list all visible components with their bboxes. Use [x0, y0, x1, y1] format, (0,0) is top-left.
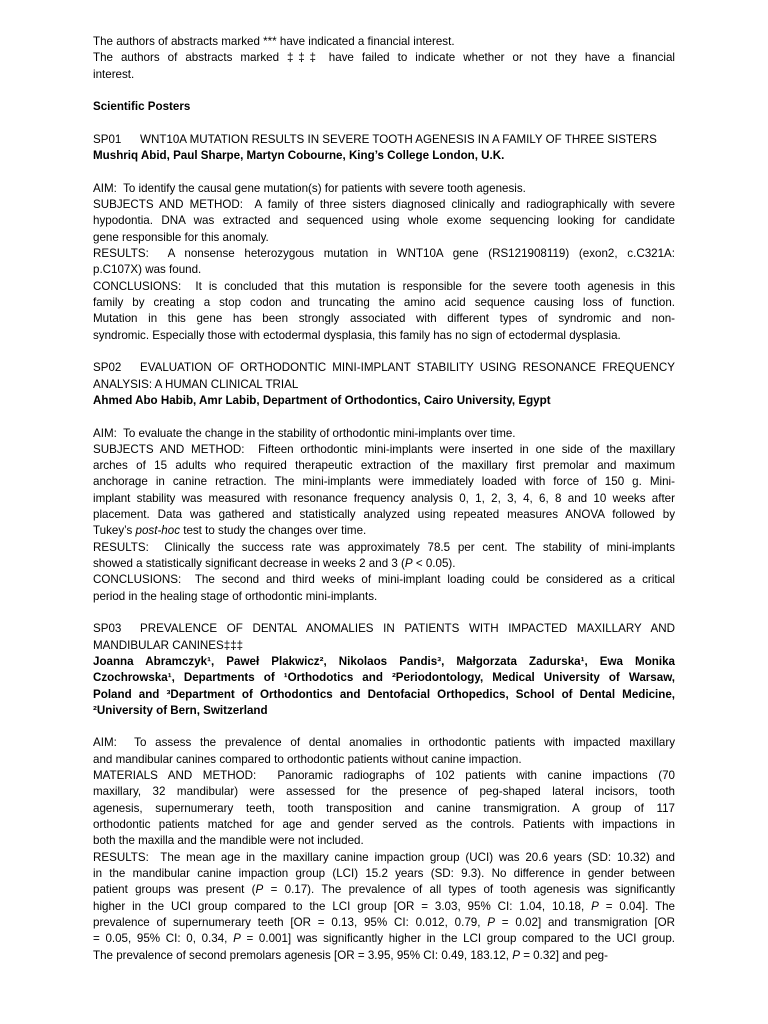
text-line: The authors of abstracts marked ‡‡‡ have failed to indicate whether or not they have a financial — [93, 51, 675, 65]
text-line: SUBJECTS AND METHOD: Fifteen orthodontic mini-implants were inserted in one side of the maxillary — [93, 442, 675, 456]
text-line: anchorage in canine retraction. The mini-implants were immediately loaded with force of 150 g. Mini- — [93, 475, 675, 489]
text-segment: = 0.05, 95% CI: 0, 0.34, — [93, 932, 234, 946]
text-segment: = 0.04]. The — [598, 899, 675, 913]
text-line: family by creating a stop codon and truncating the amino acid sequence causing loss of function. — [93, 296, 675, 309]
text-line: RESULTS: Clinically the success rate was approximately 78.5 per cent. The stability of mini-implants — [93, 540, 675, 554]
abstract-authors-line: Poland and ³Department of Orthodontics and Dentofacial Orthopedics, School of Dental Medicine, — [93, 687, 675, 701]
abstract-sp02 — [93, 360, 675, 605]
text-line: placement. Data was gathered and statistically analyzed using repeated measures ANOVA followed by — [93, 508, 675, 522]
text-line: interest. — [93, 67, 135, 81]
text-line: maxillary, 32 mandibular) were assessed for the presence of peg-shaped lateral incisors, tooth — [93, 785, 675, 799]
page-content — [93, 34, 675, 964]
abstract-paragraph — [93, 246, 675, 279]
text-line — [93, 882, 675, 898]
notice-paragraph — [93, 50, 675, 83]
text-line: AIM: To assess the prevalence of dental anomalies in orthodontic patients with impacted maxillary — [93, 736, 675, 750]
abstract-title-text: WNT10A MUTATION RESULTS IN SEVERE TOOTH AGENESIS IN A FAMILY OF THREE SISTERS — [140, 132, 657, 146]
text-line: p.C107X) was found. — [93, 263, 202, 277]
abstract-paragraph — [93, 279, 675, 344]
text-line: period in the healing stage of orthodontic mini-implants. — [93, 589, 378, 603]
abstract-authors-line: Czochrowska¹, Departments of ¹Orthodotics and ²Periodontology, Medical University of Warsaw, — [93, 671, 675, 685]
italic-text: P — [233, 932, 241, 946]
text-line: orthodontic patients matched for age and gender served as the controls. Patients with impactions in — [93, 818, 675, 831]
text-line: MATERIALS AND METHOD: Panoramic radiographs of 102 patients with canine impactions (70 — [93, 769, 675, 783]
text-segment: test to study the changes over time. — [180, 524, 367, 538]
text-segment: = 0.02] and transmigration [OR — [494, 915, 675, 929]
text-segment: = 0.001] was significantly higher in the LCI group compared to the UCI group. — [240, 932, 675, 946]
abstract-paragraph — [93, 572, 675, 605]
text-segment: patient groups was present ( — [93, 883, 256, 897]
text-segment: < 0.05). — [412, 557, 456, 570]
italic-text: post-hoc — [135, 524, 180, 538]
text-line — [93, 931, 675, 947]
abstract-authors-line: Mushriq Abid, Paul Sharpe, Martyn Cobourne, King’s College London, U.K. — [93, 149, 505, 163]
text-segment: showed a statistically significant decrease in weeks 2 and 3 ( — [93, 557, 405, 570]
abstract-paragraph — [93, 540, 675, 573]
text-line: in the mandibular canine impaction group (LCI) 15.2 years (SD: 9.3). No difference in gender between — [93, 866, 675, 880]
italic-text: P — [591, 899, 599, 913]
section-title: Scientific Posters — [93, 100, 191, 114]
text-line: hypodontia. DNA was extracted and sequenced using whole exome sequencing looking for candidate — [93, 214, 675, 228]
text-line: CONCLUSIONS: The second and third weeks of mini-implant loading could be considered as a critical — [93, 573, 675, 587]
abstract-code: SP03 — [93, 622, 122, 636]
text-line — [93, 915, 675, 931]
abstract-authors-line: Joanna Abramczyk¹, Paweł Plakwicz², Nikolaos Pandis³, Małgorzata Zadurska¹, Ewa Monika — [93, 654, 675, 668]
abstract-paragraph — [93, 768, 675, 850]
text-line: AIM: To evaluate the change in the stability of orthodontic mini-implants over time. — [93, 426, 516, 440]
text-line: Mutation in this gene has been strongly associated with different types of syndromic and non- — [93, 312, 675, 326]
text-segment: The prevalence of second premolars agenesis [OR = 3.95, 95% CI: 0.49, 183.12, — [93, 948, 513, 962]
text-line: AIM: To identify the causal gene mutation(s) for patients with severe tooth agenesis. — [93, 181, 526, 195]
text-line: agenesis, supernumerary teeth, tooth transposition and canine transmigration. A group of 117 — [93, 801, 675, 815]
text-line: SUBJECTS AND METHOD: A family of three sisters diagnosed clinically and radiographically with severe — [93, 198, 675, 212]
text-segment: = 0.32] and peg- — [519, 948, 608, 962]
abstract-paragraph — [93, 197, 675, 246]
notice-paragraph — [93, 34, 675, 50]
blank-line — [93, 409, 675, 425]
text-segment: higher in the UCI group compared to the LCI group [OR = 3.03, 95% CI: 1.04, 10.18, — [93, 899, 592, 913]
text-line — [93, 556, 675, 572]
abstract-title-line — [93, 621, 675, 637]
text-line: RESULTS: A nonsense heterozygous mutation in WNT10A gene (RS121908119) (exon2, c.C321A: — [93, 247, 675, 261]
text-line: The authors of abstracts marked *** have indicated a financial interest. — [93, 35, 455, 48]
abstract-paragraph — [93, 735, 675, 768]
financial-interest-notice — [93, 34, 675, 83]
italic-text: P — [512, 948, 520, 962]
text-line: RESULTS: The mean age in the maxillary canine impaction group (UCI) was 20.6 years (SD: 10.32) and — [93, 850, 675, 864]
text-line: CONCLUSIONS: It is concluded that this mutation is responsible for the severe tooth agenesis in this — [93, 279, 675, 293]
text-line — [93, 523, 675, 539]
text-segment: prevalence of supernumerary teeth [OR = 0.13, 95% CI: 0.012, 0.79, — [93, 915, 488, 929]
italic-text: P — [487, 915, 495, 929]
abstract-title-text: PREVALENCE OF DENTAL ANOMALIES IN PATIENTS WITH IMPACTED MAXILLARY AND — [140, 622, 675, 636]
abstract-authors-line: ²University of Bern, Switzerland — [93, 703, 268, 717]
abstract-paragraph — [93, 442, 675, 540]
abstract-title-line — [93, 360, 675, 376]
blank-line — [93, 116, 675, 132]
italic-text: P — [404, 557, 413, 570]
abstract-sp03 — [93, 621, 675, 964]
abstract-authors-line: Ahmed Abo Habib, Amr Labib, Department of Orthodontics, Cairo University, Egypt — [93, 393, 551, 407]
blank-line — [93, 165, 675, 181]
abstract-paragraph — [93, 850, 675, 964]
abstract-sp01 — [93, 132, 675, 344]
abstract-code: SP01 — [93, 132, 122, 146]
blank-line — [93, 719, 675, 735]
text-line: both the maxilla and the mandible were not included. — [93, 834, 364, 848]
text-line: syndromic. Especially those with ectodermal dysplasia, this family has no sign of ectodermal dysplasia. — [93, 328, 621, 342]
abstract-paragraph — [93, 426, 675, 442]
blank-line — [93, 605, 675, 621]
italic-text: P — [255, 883, 264, 897]
abstract-title-text: EVALUATION OF ORTHODONTIC MINI-IMPLANT STABILITY USING RESONANCE FREQUENCY — [140, 361, 675, 375]
text-line: gene responsible for this anomaly. — [93, 230, 269, 244]
text-segment: = 0.17). The prevalence of all types of tooth agenesis was significantly — [263, 883, 675, 897]
abstract-title-line: MANDIBULAR CANINES‡‡‡ — [93, 638, 244, 652]
abstract-title-line: ANALYSIS: A HUMAN CLINICAL TRIAL — [93, 377, 299, 391]
text-line — [93, 948, 675, 964]
text-segment: Tukey’s — [93, 524, 136, 538]
text-line — [93, 899, 675, 915]
abstract-title-line — [93, 132, 675, 148]
text-line: arches of 15 adults who required therapeutic extraction of the maxillary first premolar and maximum — [93, 459, 675, 473]
blank-line — [93, 83, 675, 99]
blank-line — [93, 344, 675, 360]
text-line: implant stability was measured with resonance frequency analysis 0, 1, 2, 3, 4, 6, 8 and 10 weeks after — [93, 491, 675, 505]
abstract-paragraph — [93, 181, 675, 197]
abstract-code: SP02 — [93, 361, 122, 375]
text-line: and mandibular canines compared to orthodontic patients without canine impaction. — [93, 752, 522, 766]
